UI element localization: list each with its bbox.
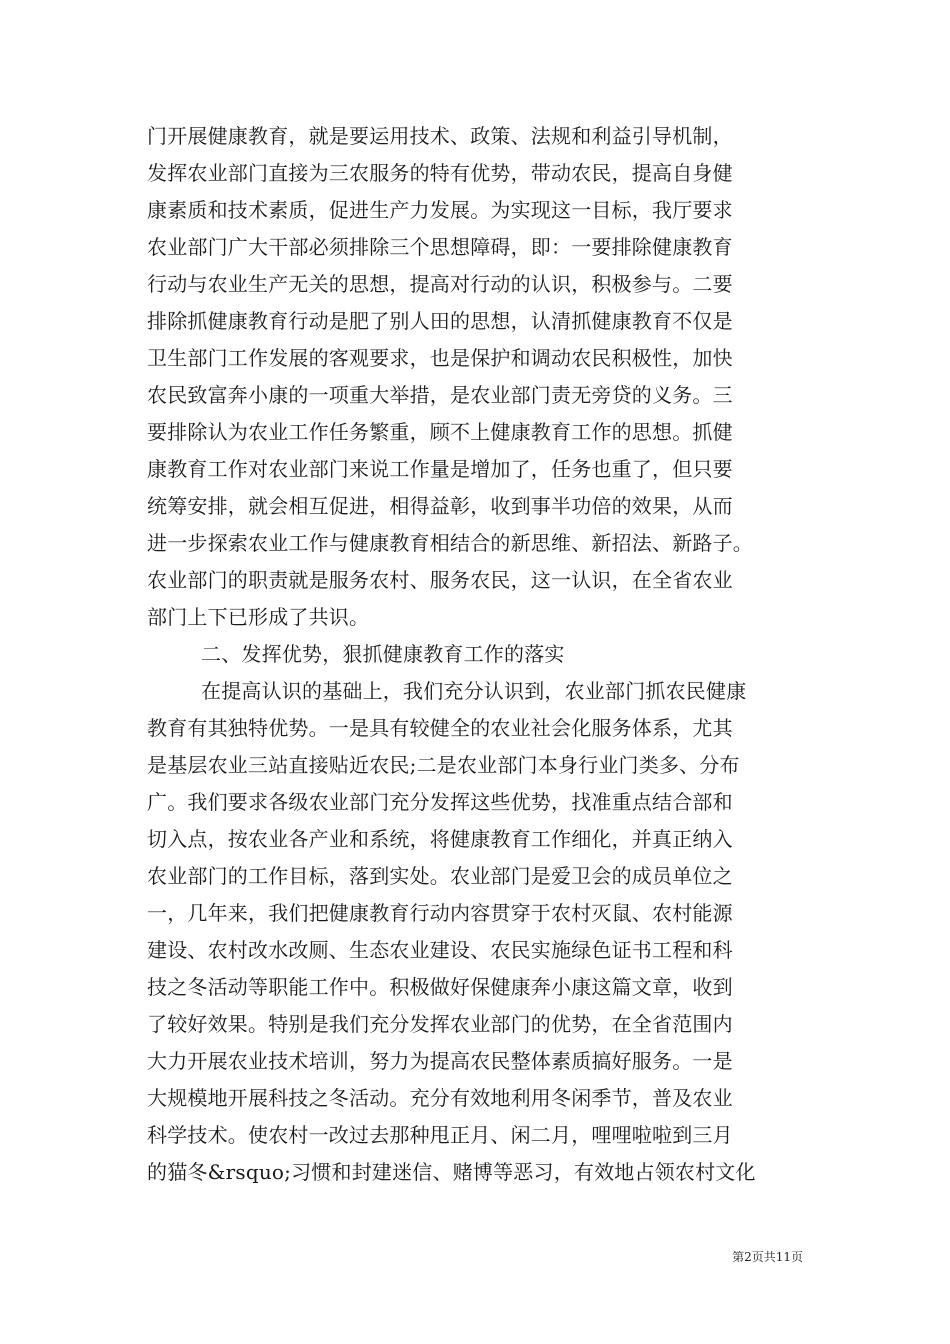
text-line: 进一步探索农业工作与健康教育相结合的新思维、新招法、新路子。 — [147, 531, 753, 555]
text-line: 要排除认为农业工作任务繁重，顾不上健康教育工作的思想。抓健 — [147, 420, 733, 444]
text-line: 康素质和技术素质，促进生产力发展。为实现这一目标，我厅要求 — [147, 198, 733, 222]
text-line: 建设、农村改水改厕、生态农业建设、农民实施绿色证书工程和科 — [147, 938, 733, 962]
page-number-footer: 第2页共11页 — [732, 1250, 803, 1264]
text-line: 农业部门的工作目标，落到实处。农业部门是爱卫会的成员单位之 — [147, 864, 733, 888]
text-line: 卫生部门工作发展的客观要求，也是保护和调动农民积极性，加快 — [147, 346, 733, 370]
text-line: 广。我们要求各级农业部门充分发挥这些优势，找准重点结合部和 — [147, 790, 733, 814]
text-line: 了较好效果。特别是我们充分发挥农业部门的优势，在全省范围内 — [147, 1012, 733, 1036]
text-line: 行动与农业生产无关的思想，提高对行动的认识，积极参与。二要 — [147, 272, 733, 296]
text-line: 切入点，按农业各产业和系统，将健康教育工作细化，并真正纳入 — [147, 827, 733, 851]
text-line: 一，几年来，我们把健康教育行动内容贯穿于农村灭鼠、农村能源 — [147, 901, 733, 925]
text-line: 的猫冬&rsquo;习惯和封建迷信、赌博等恶习，有效地占领农村文化 — [147, 1160, 756, 1184]
section-heading: 二、发挥优势，狠抓健康教育工作的落实 — [201, 642, 565, 666]
text-line: 技之冬活动等职能工作中。积极做好保健康奔小康这篇文章，收到 — [147, 975, 733, 999]
text-line: 排除抓健康教育行动是肥了别人田的思想，认清抓健康教育不仅是 — [147, 309, 733, 333]
text-line: 农民致富奔小康的一项重大举措，是农业部门责无旁贷的义务。三 — [147, 383, 733, 407]
text-line: 科学技术。使农村一改过去那种甩正月、闲二月，哩哩啦啦到三月 — [147, 1123, 733, 1147]
text-line: 统筹安排，就会相互促进，相得益彰，收到事半功倍的效果，从而 — [147, 494, 733, 518]
text-line: 康教育工作对农业部门来说工作量是增加了，任务也重了，但只要 — [147, 457, 733, 481]
text-line: 部门上下已形成了共识。 — [147, 605, 370, 629]
text-line: 农业部门广大干部必须排除三个思想障碍，即：一要排除健康教育 — [147, 235, 733, 259]
text-line: 农业部门的职责就是服务农村、服务农民，这一认识，在全省农业 — [147, 568, 733, 592]
paragraph-start-line: 在提高认识的基础上，我们充分认识到，农业部门抓农民健康 — [201, 679, 747, 703]
text-line: 大力开展农业技术培训，努力为提高农民整体素质搞好服务。一是 — [147, 1049, 733, 1073]
text-line: 门开展健康教育，就是要运用技术、政策、法规和利益引导机制， — [147, 124, 733, 148]
body-text — [147, 118, 812, 1191]
text-line: 发挥农业部门直接为三农服务的特有优势，带动农民，提高自身健 — [147, 161, 733, 185]
text-line: 是基层农业三站直接贴近农民;二是农业部门本身行业门类多、分布 — [147, 753, 740, 777]
text-line: 教育有其独特优势。一是具有较健全的农业社会化服务体系，尤其 — [147, 716, 733, 740]
text-line: 大规模地开展科技之冬活动。充分有效地利用冬闲季节，普及农业 — [147, 1086, 733, 1110]
